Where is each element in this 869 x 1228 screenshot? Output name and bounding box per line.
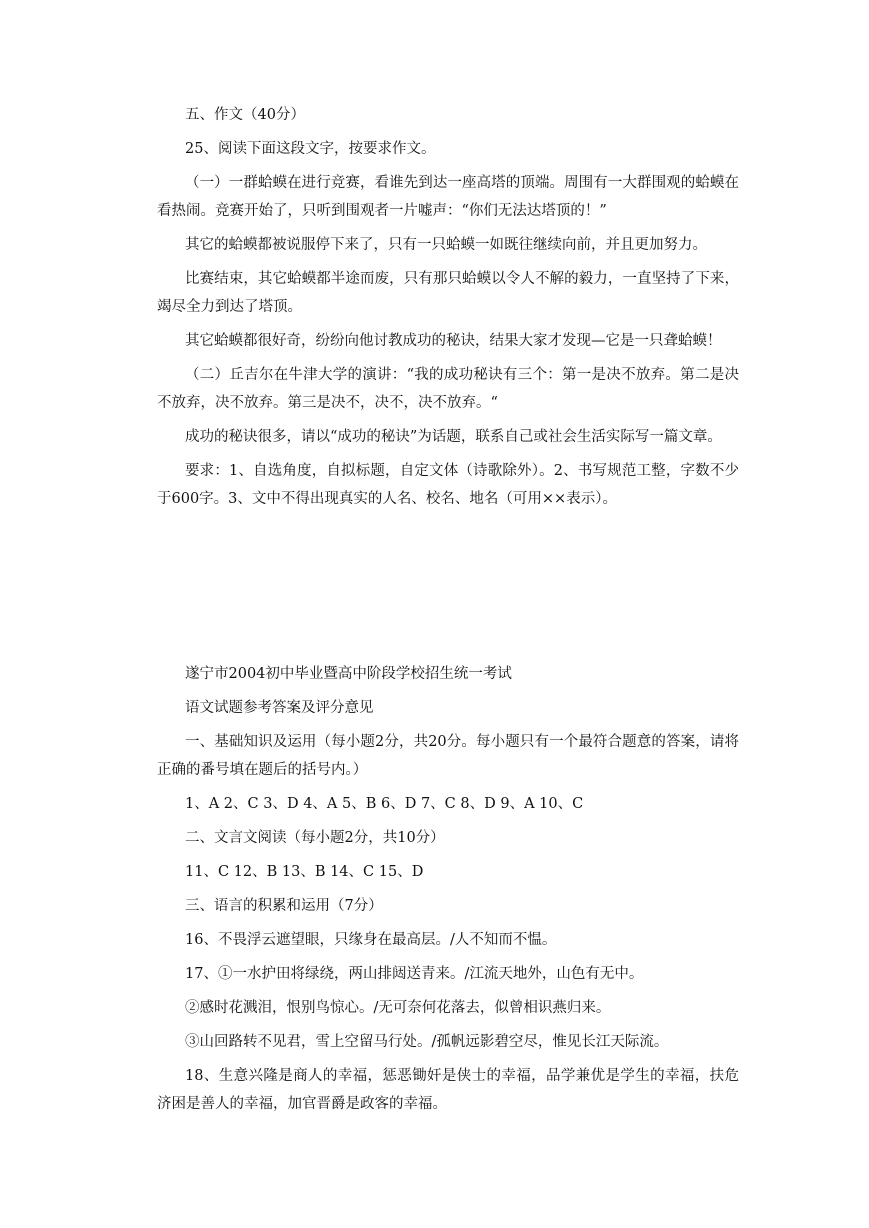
essay-paragraph-6: 成功的秘诀很多，请以“成功的秘诀”为话题，联系自己或社会生活实际写一篇文章。 — [185, 429, 722, 445]
answer-17-3: ③山回路转不见君，雪上空留马行处。/孤帆远影碧空尽，惟见长江天际流。 — [185, 1034, 669, 1050]
essay-paragraph-5: （二）丘吉尔在牛津大学的演讲：“我的成功秘诀有三个：第一是决不放弃。第二是决不放弃，决不放弃。第三是决不，决不，决不放弃。“ — [157, 367, 739, 411]
answer-17-2: ②感时花溅泪，恨别鸟惊心。/无可奈何花落去，似曾相识燕归来。 — [185, 1000, 611, 1016]
answer-key-section — [157, 660, 739, 1124]
answer-title-2: 语文试题参考答案及评分意见 — [185, 700, 374, 716]
section-1-heading: 一、基础知识及运用（每小题2分，共20分。每小题只有一个最符合题意的答案，请将正确的番号填在题后的括号内。） — [157, 734, 739, 778]
answer-17-1: 17、①一水护田将绿绕，两山排闼送青来。/江流天地外，山色有无中。 — [185, 966, 644, 982]
essay-paragraph-3: 比赛结束，其它蛤蟆都半途而废，只有那只蛤蟆以令人不解的毅力，一直坚持了下来，竭尽全力到达了塔顶。 — [157, 271, 739, 315]
section-1-answers: 1、A 2、C 3、D 4、A 5、B 6、D 7、C 8、D 9、A 10、C — [185, 796, 584, 812]
answer-title-1: 遂宁市2004初中毕业暨高中阶段学校招生统一考试 — [185, 666, 512, 682]
section-3-heading: 三、语言的积累和运用（7分） — [185, 898, 383, 914]
section-2-answers: 11、C 12、B 13、B 14、C 15、D — [185, 864, 424, 880]
essay-question: 25、阅读下面这段文字，按要求作文。 — [185, 141, 436, 157]
essay-requirements: 要求：1、自选角度，自拟标题，自定文体（诗歌除外）。2、书写规范工整，字数不少于600字。3、文中不得出现真实的人名、校名、地名（可用××表示）。 — [157, 463, 739, 507]
essay-paragraph-1: （一）一群蛤蟆在进行竞赛，看谁先到达一座高塔的顶端。周围有一大群围观的蛤蟆在看热闹。竞赛开始了，只听到围观者一片嘘声：“你们无法达塔顶的！” — [157, 175, 739, 219]
answer-16: 16、不畏浮云遮望眼，只缘身在最高层。/人不知而不愠。 — [185, 932, 557, 948]
essay-heading: 五、作文（40分） — [185, 107, 305, 123]
essay-paragraph-2: 其它的蛤蟆都被说服停下来了，只有一只蛤蟆一如既往继续向前，并且更加努力。 — [185, 237, 707, 253]
essay-section — [157, 101, 739, 519]
essay-paragraph-4: 其它蛤蟆都很好奇，纷纷向他讨教成功的秘诀，结果大家才发现—它是一只聋蛤蟆！ — [185, 333, 722, 349]
section-2-heading: 二、文言文阅读（每小题2分，共10分） — [185, 830, 445, 846]
answer-18: 18、生意兴隆是商人的幸福，惩恶锄奸是侠士的幸福，品学兼优是学生的幸福，扶危济困是善人的幸福，加官晋爵是政客的幸福。 — [157, 1068, 739, 1112]
